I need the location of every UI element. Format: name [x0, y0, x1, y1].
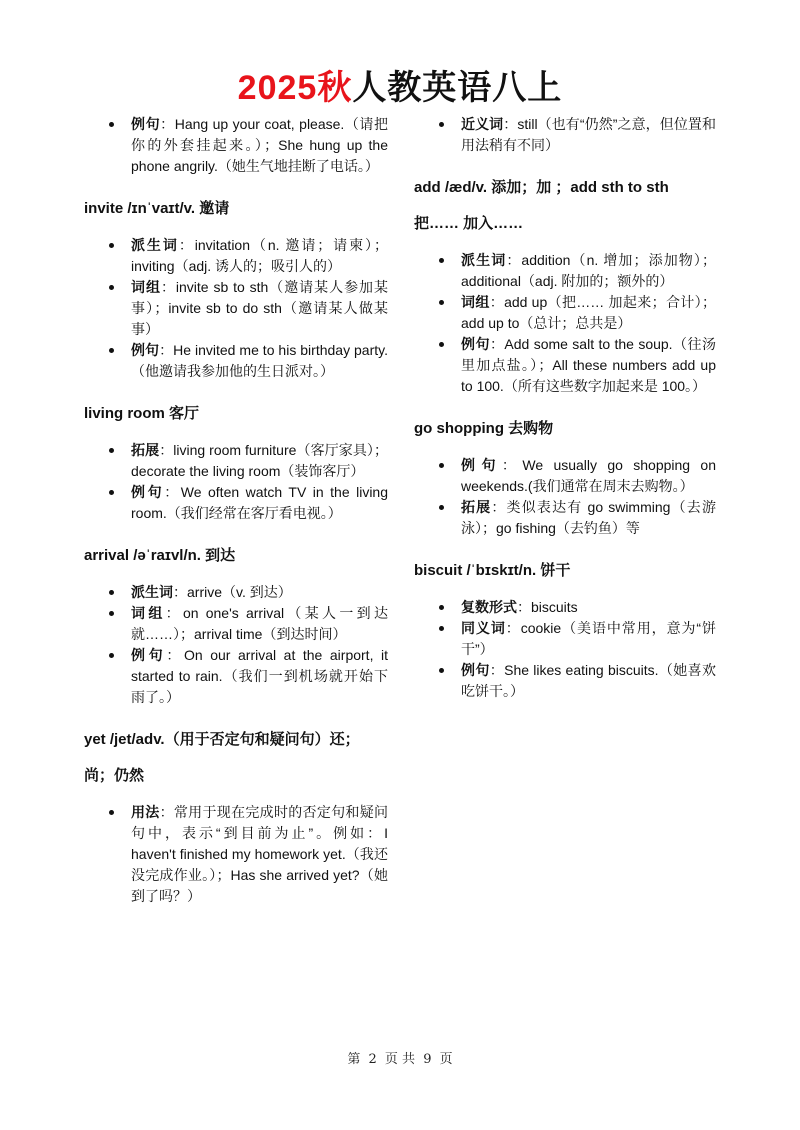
title-season: 秋 — [317, 69, 353, 107]
footer-middle: 页 共 — [384, 1052, 416, 1067]
item-label: 词组 — [131, 605, 166, 621]
continued-entry — [414, 114, 716, 156]
page-title — [0, 64, 800, 112]
vocab-entry — [84, 191, 388, 382]
entry-heading: living room 客厅 — [84, 405, 200, 422]
item-text: ：We often watch TV in the living room.（我们经常在客厅看电视。） — [131, 484, 389, 521]
item-label: 例句 — [131, 116, 161, 132]
bullet-item — [131, 482, 388, 524]
item-label: 例句 — [131, 342, 160, 358]
title-year: 2025 — [237, 69, 318, 107]
item-text: ：biscuits — [517, 599, 578, 615]
continued-entry — [84, 114, 388, 177]
item-label: 拓展 — [131, 442, 160, 458]
entry-heading: invite /ɪnˈvaɪt/v. 邀请 — [84, 200, 230, 217]
bullet-item — [131, 277, 388, 340]
footer-prefix: 第 — [347, 1052, 361, 1067]
item-text: ：On our arrival at the airport, it started to rain.（我们一到机场就开始下雨了。） — [131, 647, 389, 705]
bullet-item — [131, 235, 388, 277]
title-rest: 人教英语八上 — [352, 69, 563, 107]
bullet-item — [131, 802, 388, 907]
bullet-list — [414, 597, 716, 702]
item-text: ：She likes eating biscuits.（她喜欢吃饼干。） — [461, 662, 717, 699]
entry-heading: yet /jet/adv.（用于否定句和疑问句）还；尚；仍然 — [84, 731, 360, 784]
vocab-entry — [84, 396, 388, 524]
bullet-list — [84, 235, 388, 382]
item-label: 派生词 — [461, 252, 507, 268]
item-label: 复数形式 — [461, 599, 517, 615]
item-text: ：still（也有“仍然”之意，但位置和用法稍有不同） — [461, 116, 717, 153]
item-text: ：常用于现在完成时的否定句和疑问句中，表示“到目前为止”。例如：I haven't finished my homework yet.（我还没完成作业。）；Has she arrived yet?（她到了吗？） — [131, 804, 389, 904]
bullet-item — [461, 250, 716, 292]
item-label: 词组 — [131, 279, 161, 295]
item-label: 同义词 — [461, 620, 506, 636]
item-label: 例句 — [461, 457, 502, 473]
item-text: ：add up（把…… 加起来；合计）；add up to（总计；总共是） — [461, 294, 717, 331]
item-text: ：Hang up your coat, please.（请把你的外套挂起来。）；She hung up the phone angrily.（她生气地挂断了电话。） — [131, 116, 388, 174]
bullet-item — [131, 440, 388, 482]
vocab-entry — [414, 170, 716, 397]
item-label: 派生词 — [131, 584, 173, 600]
footer-page-number: 2 — [368, 1052, 377, 1067]
bullet-item — [131, 340, 388, 382]
page-footer — [0, 1048, 800, 1067]
bullet-item — [461, 334, 716, 397]
item-text: ：invite sb to sth（邀请某人参加某事）；invite sb to do sth（邀请某人做某事） — [131, 279, 388, 337]
bullet-list — [414, 250, 716, 397]
item-text: ：类似表达有 go swimming（去游泳）；go fishing（去钓鱼）等 — [461, 499, 716, 536]
bullet-item — [461, 597, 716, 618]
entry-heading: arrival /əˈraɪvl/n. 到达 — [84, 547, 236, 564]
item-label: 派生词 — [131, 237, 179, 253]
bullet-item — [131, 114, 388, 177]
item-label: 例句 — [131, 484, 165, 500]
entry-heading: biscuit /ˈbɪskɪt/n. 饼干 — [414, 562, 571, 579]
vocab-entry — [414, 553, 716, 702]
footer-suffix: 页 — [439, 1052, 453, 1067]
entry-heading: go shopping 去购物 — [414, 420, 554, 437]
bullet-item — [461, 660, 716, 702]
item-label: 词组 — [461, 294, 490, 310]
bullet-list — [414, 114, 716, 156]
bullet-item — [461, 455, 716, 497]
bullet-item — [131, 582, 388, 603]
right-column — [414, 114, 716, 702]
bullet-item — [461, 114, 716, 156]
bullet-item — [131, 603, 388, 645]
item-label: 例句 — [461, 662, 490, 678]
item-text: ：Add some salt to the soup.（往汤里加点盐。）；All these numbers add up to 100.（所有这些数字加起来是 100。） — [461, 336, 717, 394]
item-text: ：We usually go shopping on weekends.(我们通常在周末去购物。） — [461, 457, 717, 494]
item-text: ：living room furniture（客厅家具）；decorate the living room（装饰客厅） — [131, 442, 389, 479]
bullet-item — [461, 292, 716, 334]
footer-total-pages: 9 — [423, 1052, 432, 1067]
left-column — [84, 114, 388, 907]
item-text: ：He invited me to his birthday party.（他邀请我参加他的生日派对。） — [131, 342, 388, 379]
item-text: ：arrive（v. 到达） — [173, 584, 292, 600]
item-text: ：cookie（美语中常用，意为“饼干”） — [461, 620, 716, 657]
bullet-list — [84, 114, 388, 177]
vocab-entry — [84, 722, 388, 907]
item-text: ：addition（n. 增加；添加物）；additional（adj. 附加的；额外的） — [461, 252, 717, 289]
bullet-list — [414, 455, 716, 539]
item-text: ：invitation（n. 邀请；请柬）；inviting（adj. 诱人的；吸引人的） — [131, 237, 388, 274]
item-label: 例句 — [461, 336, 490, 352]
item-label: 用法 — [131, 804, 160, 820]
bullet-item — [461, 497, 716, 539]
item-text: ：on one's arrival（某人一到达就……）；arrival time（到达时间） — [131, 605, 389, 642]
item-label: 例句 — [131, 647, 167, 663]
bullet-list — [84, 582, 388, 708]
bullet-item — [461, 618, 716, 660]
vocab-entry — [414, 411, 716, 539]
item-label: 近义词 — [461, 116, 504, 132]
vocab-entry — [84, 538, 388, 708]
entry-heading: add /æd/v. 添加；加 ；add sth to sth 把…… 加入…… — [414, 179, 669, 232]
item-label: 拓展 — [461, 499, 492, 515]
bullet-list — [84, 440, 388, 524]
bullet-item — [131, 645, 388, 708]
bullet-list — [84, 802, 388, 907]
